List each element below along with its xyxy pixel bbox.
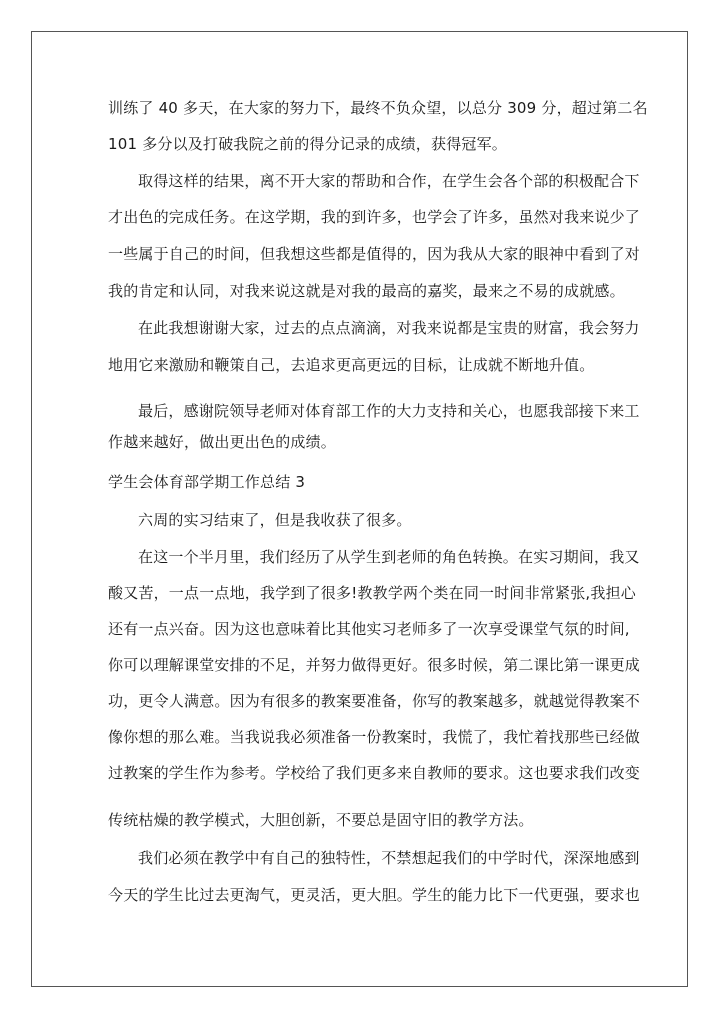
paragraph-line: 过教案的学生作为参考。学校给了我们更多来自教师的要求。这也要求我们改变 [108, 764, 641, 782]
paragraph-line: 才出色的完成任务。在这学期，我的到许多，也学会了许多，虽然对我来说少了 [108, 208, 641, 226]
paragraph-line: 我们必须在教学中有自己的独特性，不禁想起我们的中学时代，深深地感到 [138, 849, 640, 867]
paragraph-line: 我的肯定和认同，对我来说这就是对我的最高的嘉奖，最来之不易的成就感。 [108, 282, 625, 300]
paragraph-line: 取得这样的结果，离不开大家的帮助和合作，在学生会各个部的积极配合下 [138, 172, 640, 190]
paragraph-line: 训练了 40 多天，在大家的努力下，最终不负众望，以总分 309 分，超过第二名 [108, 99, 648, 117]
paragraph-line: 还有一点兴奋。因为这也意味着比其他实习老师多了一次享受课堂气氛的时间, [108, 620, 630, 638]
section-heading: 学生会体育部学期工作总结 3 [108, 473, 306, 491]
paragraph-line: 六周的实习结束了，但是我收获了很多。 [138, 511, 412, 529]
paragraph-line: 今天的学生比过去更淘气，更灵活，更大胆。学生的能力比下一代更强，要求也 [108, 886, 641, 904]
paragraph-line: 酸又苦，一点一点地，我学到了很多!教教学两个类在同一时间非常紧张,我担心 [108, 584, 636, 602]
paragraph-line: 像你想的那么难。当我说我必须准备一份教案时，我慌了，我忙着找那些已经做 [108, 728, 641, 746]
paragraph-line: 地用它来激励和鞭策自己，去追求更高更远的目标，让成就不断地升值。 [108, 356, 595, 374]
paragraph-line: 在此我想谢谢大家，过去的点点滴滴，对我来说都是宝贵的财富，我会努力 [138, 319, 640, 337]
paragraph-line: 作越来越好，做出更出色的成绩。 [108, 433, 337, 451]
paragraph-line: 功，更令人满意。因为有很多的教案要准备，你写的教案越多，就越觉得教案不 [108, 692, 641, 710]
paragraph-line: 一些属于自己的时间，但我想这些都是值得的，因为我从大家的眼神中看到了对 [108, 245, 641, 263]
paragraph-line: 在这一个半月里，我们经历了从学生到老师的角色转换。在实习期间，我又 [138, 548, 640, 566]
paragraph-line: 传统枯燥的教学模式，大胆创新，不要总是固守旧的教学方法。 [108, 811, 534, 829]
paragraph-line: 最后，感谢院领导老师对体育部工作的大力支持和关心，也愿我部接下来工 [138, 402, 640, 420]
paragraph-line: 101 多分以及打破我院之前的得分记录的成绩，获得冠军。 [108, 135, 508, 153]
paragraph-line: 你可以理解课堂安排的不足，并努力做得更好。很多时候，第二课比第一课更成 [108, 656, 641, 674]
